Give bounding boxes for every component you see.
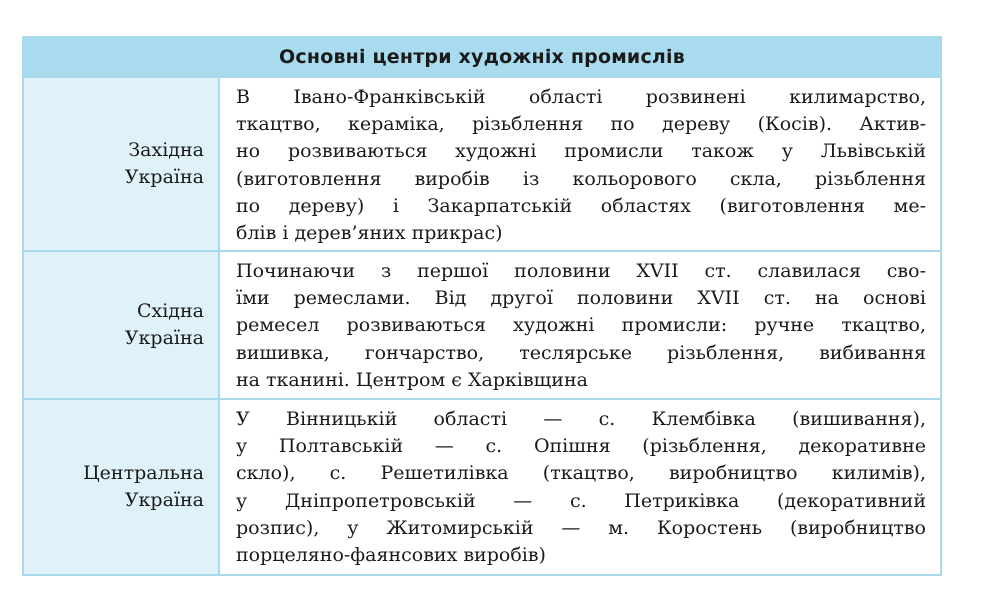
table-row-east	[24, 252, 940, 400]
description-line: Починаючи з першої половини XVII ст. славилася сво-	[236, 260, 926, 282]
description-line: розпис), у Житомирській — м. Коростень (виробництво	[236, 516, 926, 539]
table-title: Основні центри художніх промислів	[279, 46, 685, 68]
region-cell-central	[24, 400, 220, 574]
description-line: ткацтво, кераміка, різьблення по дереву (Косів). Актив-	[236, 113, 926, 136]
region-label-line: Східна	[136, 300, 204, 322]
region-cell-east	[24, 252, 220, 398]
region-label-line: Центральна	[83, 462, 204, 484]
region-label-line: Західна	[128, 139, 204, 161]
description-line: у Дніпропетровській — с. Петриківка (декоративний	[236, 489, 926, 512]
description-cell-west	[220, 78, 940, 250]
region-label-line: Україна	[124, 166, 204, 188]
description-line: у Полтавській — с. Опішня (різьблення, декоративне	[236, 435, 926, 458]
description-line: но розвиваються художні промисли також у Львівській	[236, 140, 926, 163]
description-line: їми ремеслами. Від другої половини XVII ст. на основі	[236, 287, 926, 310]
description-line: У Вінницькій області — с. Клембівка (вишивання),	[236, 408, 926, 430]
region-label-line: Україна	[124, 327, 204, 349]
region-label-line: Україна	[124, 489, 204, 511]
description-cell-central	[220, 400, 940, 574]
table-row-central	[24, 400, 940, 574]
crafts-table	[22, 36, 942, 576]
description-line: порцеляно-фаянсових виробів)	[236, 544, 546, 567]
region-cell-west	[24, 78, 220, 250]
table-header	[24, 38, 940, 78]
table-row-west	[24, 78, 940, 252]
description-line: скло), с. Решетилівка (ткацтво, виробництво килимів),	[236, 462, 926, 485]
description-line: блів і дерев’яних прикрас)	[236, 222, 503, 245]
description-line: ремесел розвиваються художні промисли: ручне ткацтво,	[236, 314, 926, 337]
description-line: по дереву) і Закарпатській областях (виготовлення ме-	[236, 194, 926, 217]
description-cell-east	[220, 252, 940, 398]
description-line: (виготовлення виробів із кольорового скла, різьблення	[236, 167, 926, 190]
description-line: вишивка, гончарство, теслярське різьблення, вибивання	[236, 341, 926, 364]
description-line: В Івано-Франківській області розвинені килимарство,	[236, 86, 926, 108]
description-line: на тканині. Центром є Харківщина	[236, 368, 588, 391]
